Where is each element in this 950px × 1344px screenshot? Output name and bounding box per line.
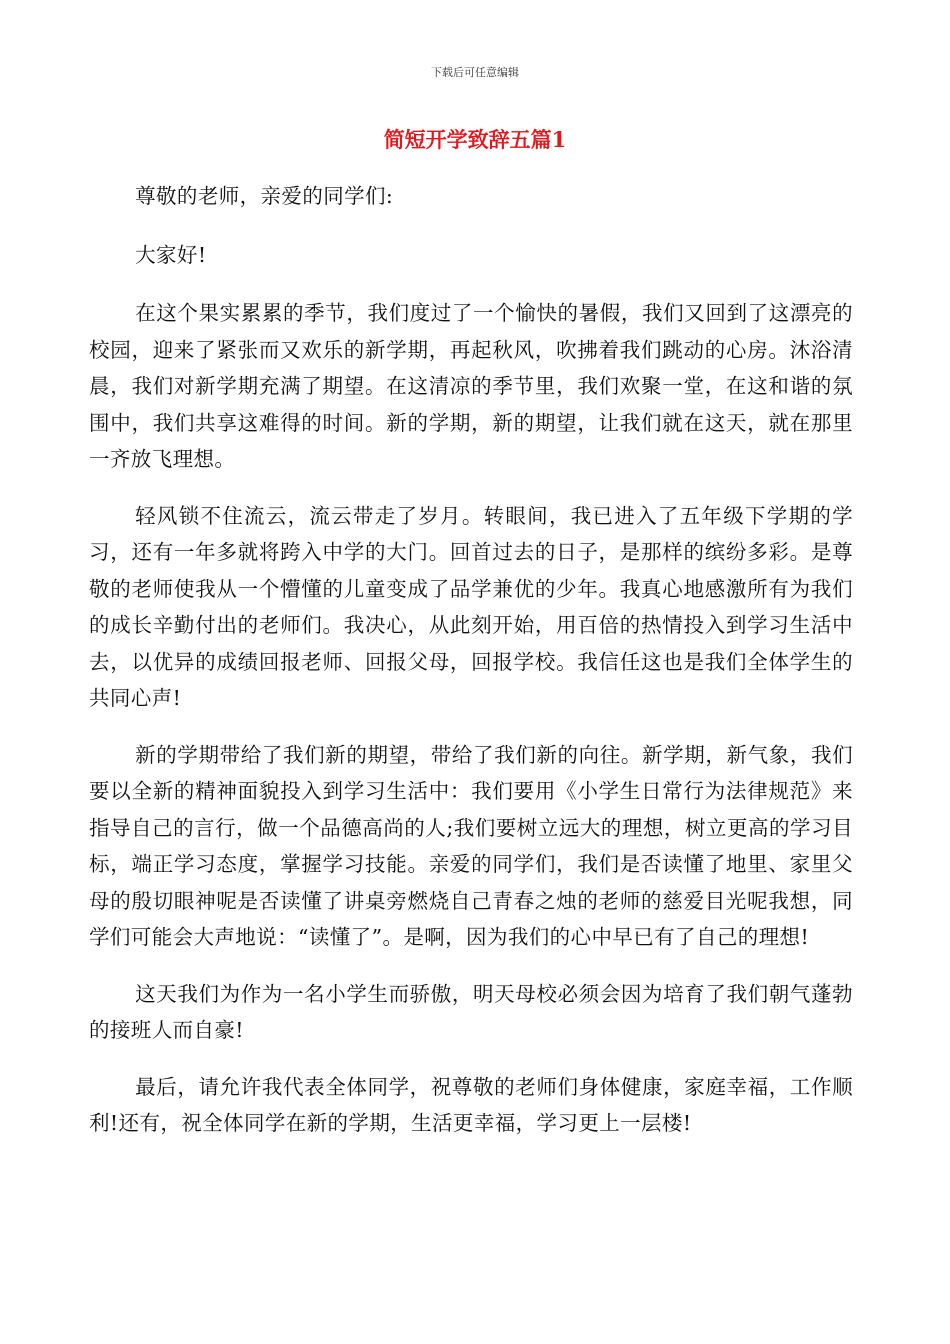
body-paragraph: 轻风锁不住流云，流云带走了岁月。转眼间，我已进入了五年级下学期的学习，还有一年多就将跨入中学的大门。回首过去的日子，是那样的缤纷多彩。是尊敬的老师使我从一个懵懂的儿童变成了品学兼优的少年。我真心地感激所有为我们的成长辛勤付出的老师们。我决心，从此刻开始，用百倍的热情投入到学习生活中去，以优异的成绩回报老师、回报父母，回报学校。我信任这也是我们全体学生的共同心声! [89,503,853,710]
document-body [89,178,853,1162]
header-note: 下载后可任意编辑 [431,66,519,79]
closing-paragraph: 最后，请允许我代表全体同学，祝尊敬的老师们身体健康，家庭幸福，工作顺利!还有，祝全体同学在新的学期，生活更幸福，学习更上一层楼! [89,1074,853,1135]
page-title: 简短开学致辞五篇1 [383,127,567,152]
body-paragraph: 在这个果实累累的季节，我们度过了一个愉快的暑假，我们又回到了这漂亮的校园，迎来了紧张而又欢乐的新学期，再起秋风，吹拂着我们跳动的心房。沐浴清晨，我们对新学期充满了期望。在这清凉的季节里，我们欢聚一堂，在这和谐的氛围中，我们共享这难得的时间。新的学期，新的期望，让我们就在这天，就在那里一齐放飞理想。 [89,301,853,471]
body-paragraph: 新的学期带给了我们新的期望，带给了我们新的向往。新学期，新气象，我们要以全新的精神面貌投入到学习生活中：我们要用《小学生日常行为法律规范》来指导自己的言行，做一个品德高尚的人;我们要树立远大的理想，树立更高的学习目标，端正学习态度，掌握学习技能。亲爱的同学们，我们是否读懂了地里、家里父母的殷切眼神呢是否读懂了讲桌旁燃烧自己青春之烛的老师的慈爱目光呢我想，同学们可能会大声地说：“读懂了”。是啊，因为我们的心中早已有了自己的理想! [89,742,853,949]
body-paragraph: 这天我们为作为一名小学生而骄傲，明天母校必须会因为培育了我们朝气蓬勃的接班人而自豪! [89,981,853,1042]
greeting: 大家好! [135,242,207,267]
salutation: 尊敬的老师，亲爱的同学们: [135,184,394,208]
